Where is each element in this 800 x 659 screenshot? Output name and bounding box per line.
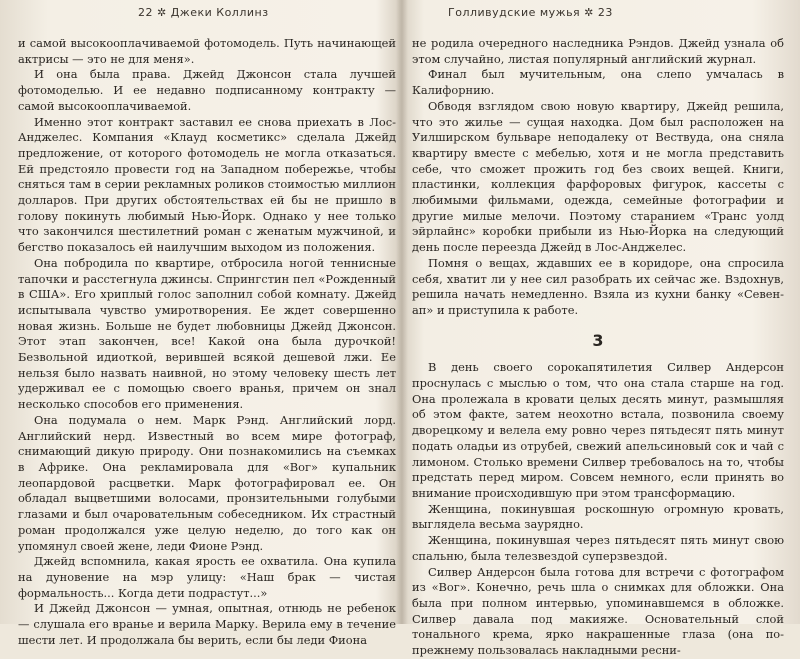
paragraph: Обводя взглядом свою новую квартиру, Джейд решила, что это жилье — сущая находка. Дом был расположен на Уилширском бульваре неподалеку от Вествуда, она сняла квартиру вместе с мебелью, хотя и не могла представить себе, что сможет прожить год без своих вещей. Книги, пластинки, коллекция фарфоровых фигурок, кассеты с любимыми фильмами, одежда, семейные фотографии и другие милые мелочи. Поэтому старанием «Транс уолд эйрлайнс» коробки прибыли из Нью-Йорка на следующий день после переезда Джейд в Лос-Анджелес.	[412, 98, 784, 255]
paragraph: Силвер Андерсон была готова для встречи с фотографом из «Вог». Конечно, речь шла о снимках для обложки. Она была при полном интервью, упоминавшемся в обложке. Силвер давала под макияже. Основательный слой тонального крема, ярко накрашенные глаза (она по-прежнему пользовалась накладными ресни-	[412, 564, 784, 658]
right-running-head: Голливудские мужья ✲ 23	[448, 6, 613, 19]
right-page-text	[412, 36, 784, 659]
paragraph: Именно этот контракт заставил ее снова приехать в Лос-Анджелес. Компания «Клауд косметикс» сделала Джейд предложение, от которого фотомодель не могла отказаться. Ей предстояло провести год на Западном побережье, чтобы сняться там в серии рекламных роликов стоимостью миллион долларов. При других обстоятельствах ей бы не пришло в голову покинуть любимый Нью-Йорк. Однако у нее только что закончился шестилетний роман с женатым мужчиной, и бегство показалось ей наилучшим выходом из положения.	[18, 114, 396, 255]
paragraph: И Джейд Джонсон — умная, опытная, отнюдь не ребенок — слушала его вранье и верила Марку. Верила ему в течение шести лет. И продолжала бы верить, если бы леди Фиона	[18, 601, 396, 647]
paragraph: Финал был мучительным, она слепо умчалась в Калифорнию.	[412, 67, 784, 98]
book-gutter	[396, 0, 408, 624]
paragraph: Джейд вспомнила, какая ярость ее охватила. Она купила на дуновение на мэр улицу: «Наш брак — чистая формальность... Когда дети подрастут...»	[18, 554, 396, 600]
left-page	[18, 0, 396, 647]
paragraph: Женщина, покинувшая через пятьдесят пять минут свою спальню, была телезвездой суперзвездой.	[412, 533, 784, 563]
right-page	[412, 0, 784, 658]
paragraph: Помня о вещах, ждавших ее в коридоре, она спросила себя, хватит ли у нее сил разобрать их сейчас же. Вздохнув, решила начать немедленно. Взяла из кухни банку «Севен-ап» и приступила к работе.	[412, 255, 784, 317]
paragraph: И она была права. Джейд Джонсон стала лучшей фотомоделью. И ее недавно подписанному контракту — самой высокооплачиваемой.	[18, 67, 396, 113]
paragraph: Она подумала о нем. Марк Рэнд. Английский лорд. Английский нерд. Известный во всем мире фотограф, снимающий дикую природу. Они познакомились на съемках в Африке. Она рекламировала для «Вог» купальник леопардовой расцветки. Марк фотографировал ее. Он обладал выцветшими волосами, пронзительными голубыми глазами и был очаровательным собеседником. Их страстный роман продолжался уже целую неделю, до того как он упомянул своей жене, леди Фионе Рэнд.	[18, 412, 396, 553]
paragraph: Женщина, покинувшая роскошную огромную кровать, выглядела весьма заурядно.	[412, 501, 784, 532]
paragraph: Она побродила по квартире, отбросила ногой теннисные тапочки и расстегнула джинсы. Спрингстин пел «Рожденный в США». Его хриплый голос заполнил собой комнату. Джейд испытывала чувство умиротворения. Ее ждет совершенно новая жизнь. Больше не будет любовницы Джейд Джонсон. Этот этап закончен, все! Какой она была дурочкой! Безвольной идиоткой, верившей всякой дешевой лжи. Ее нельзя было назвать наивной, но этому человеку шесть лет удерживал ее с помощью своего вранья, причем он знал несколько способов его применения.	[18, 255, 396, 412]
chapter-number: 3	[592, 330, 604, 350]
left-running-head: 22 ✲ Джеки Коллинз	[138, 6, 269, 19]
paragraph: В день своего сорокапятилетия Силвер Андерсон проснулась с мыслью о том, что она стала старше на год. Она пролежала в кровати целых десять минут, размышляя об этом факте, затем неохотно встала, позвонила своему дворецкому и велела ему ровно через пятьдесят пять минут подать оладьи из отрубей, свежий апельсиновый сок и чай с лимоном. Столько времени Силвер требовалось на то, чтобы предстать перед миром. Совсем немного, если принять во внимание происходившую при этом трансформацию.	[412, 360, 784, 500]
paragraph: и самой высокооплачиваемой фотомодель. Путь начинающей актрисы — это не для меня».	[18, 36, 396, 66]
paragraph: не родила очередного наследника Рэндов. Джейд узнала об этом случайно, листая популярный английский журнал.	[412, 36, 784, 66]
left-page-text	[18, 36, 396, 648]
